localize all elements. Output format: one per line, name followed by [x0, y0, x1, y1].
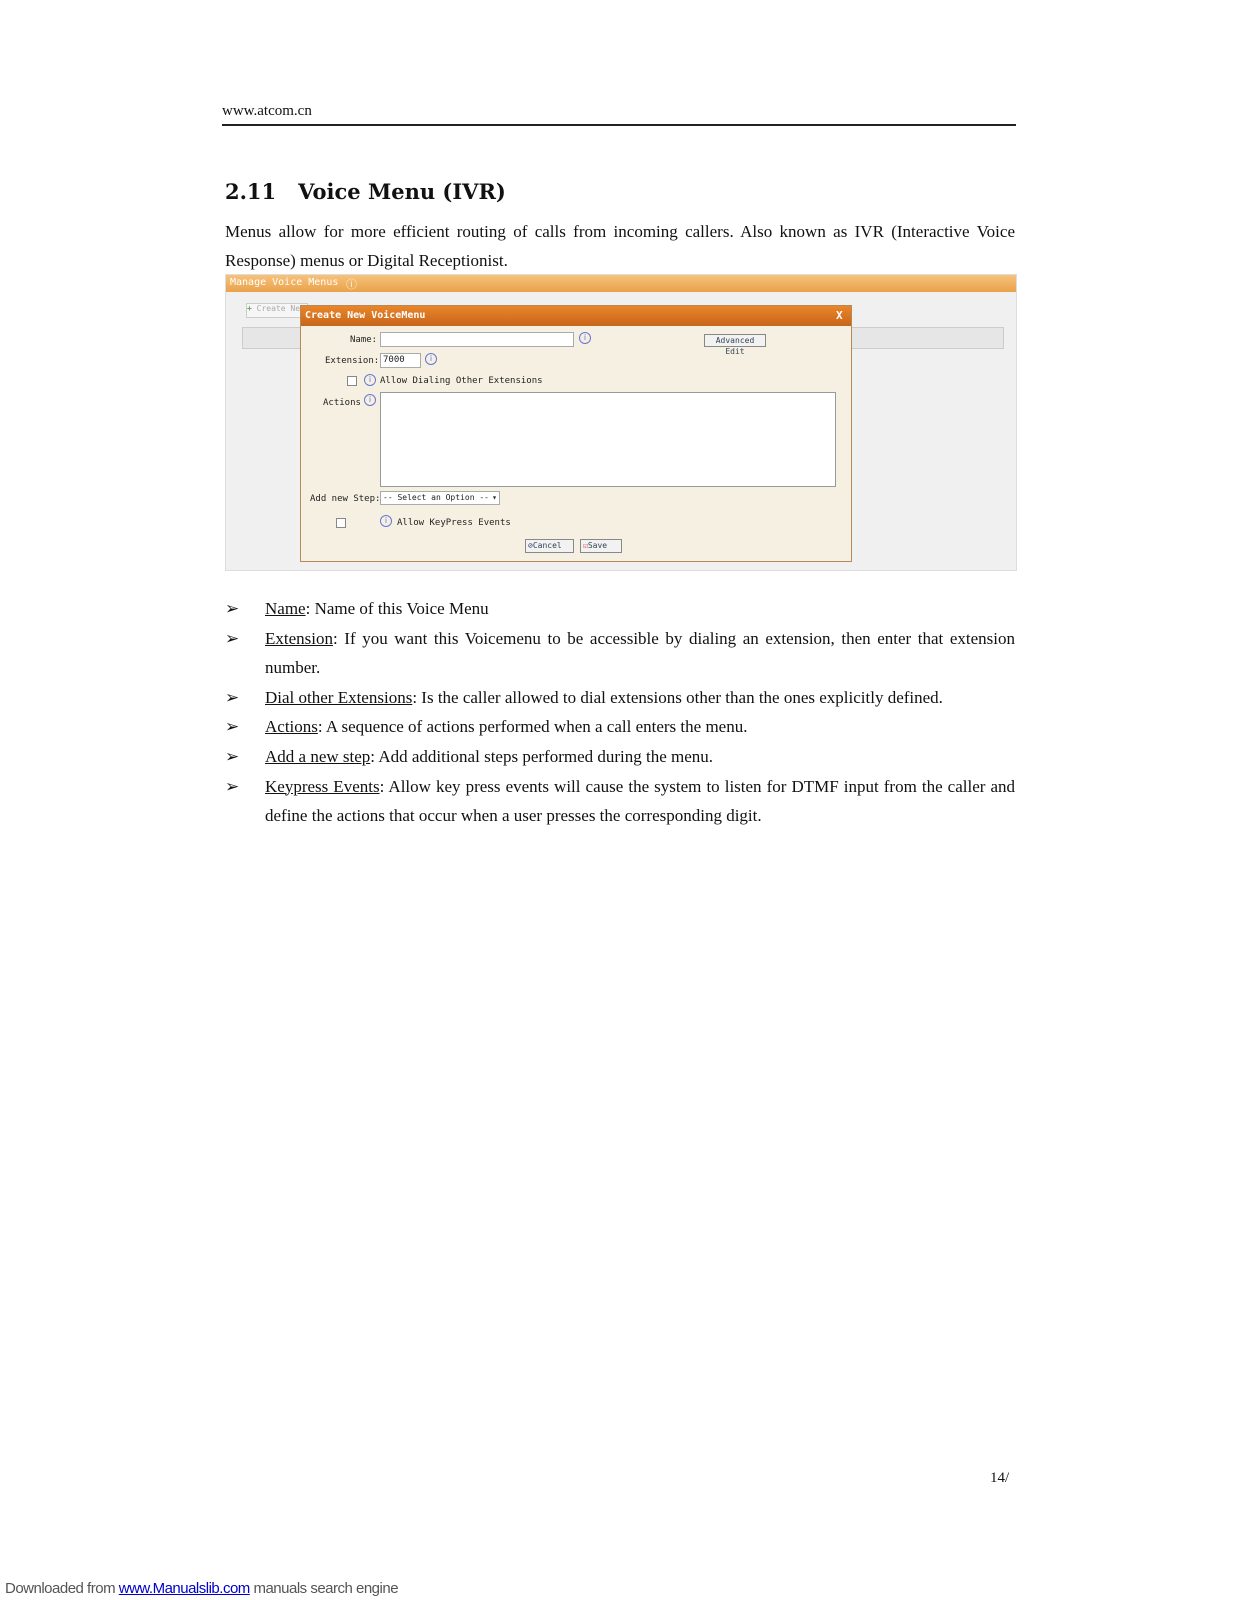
list-item [225, 712, 1015, 742]
extension-info-icon: i [425, 353, 437, 365]
advanced-edit-button[interactable]: Advanced Edit [704, 334, 766, 347]
footer-suffix: manuals search engine [249, 1580, 399, 1597]
bullet-term: Name [265, 599, 306, 618]
list-item [225, 772, 1015, 831]
bullet-term: Extension [265, 628, 333, 648]
bullet-arrow-icon: ➢ [225, 717, 240, 737]
list-item [225, 594, 1015, 624]
bullet-arrow-icon: ➢ [225, 776, 240, 796]
header-rule [222, 124, 1016, 126]
dialog-title-bar [301, 306, 851, 326]
section-title [225, 179, 506, 204]
actions-list[interactable] [380, 392, 836, 487]
bullet-text: : A sequence of actions performed when a call enters the menu. [317, 717, 748, 737]
download-footer [5, 1580, 398, 1597]
actions-label: Actions [323, 398, 361, 408]
bullet-term: Actions [265, 717, 318, 737]
extension-label: Extension: [325, 356, 380, 366]
header-site: www.atcom.cn [222, 103, 312, 119]
section-title-text: Voice Menu (IVR) [298, 179, 506, 204]
create-voicemenu-dialog [300, 305, 852, 562]
create-voicemenu-button[interactable] [246, 303, 308, 318]
bullet-arrow-icon: ➢ [225, 628, 240, 648]
bullet-term: Add a new step [265, 746, 371, 766]
plus-icon: + [247, 304, 252, 313]
list-item [225, 683, 1015, 713]
bullet-text: : Is the caller allowed to dial extensions other than the ones explicitly defined. [412, 687, 943, 707]
intro-paragraph: Menus allow for more efficient routing of calls from incoming callers. Also known as IVR (Interactive Voice Response) menus or Digital Receptionist. [225, 222, 1015, 270]
bullet-arrow-icon: ➢ [225, 599, 240, 618]
bullet-text: : Name of this Voice Menu [305, 599, 489, 618]
ivr-screenshot [225, 274, 1017, 571]
bullet-text: : If you want this Voicemenu to be accessible by dialing an extension, then enter that extension number. [265, 628, 1015, 678]
section-number: 2.11 [225, 179, 277, 204]
bullet-text: : Allow key press events will cause the system to listen for DTMF input from the caller and define the actions that occur when a user presses the corresponding digit. [265, 776, 1016, 826]
actions-info-icon: i [364, 394, 376, 406]
list-item [225, 742, 1015, 772]
bullet-arrow-icon: ➢ [225, 746, 240, 766]
allow-dialing-checkbox[interactable] [347, 376, 357, 386]
bullet-arrow-icon: ➢ [225, 687, 240, 707]
name-info-icon: i [579, 332, 591, 344]
bullet-text: : Add additional steps performed during the menu. [370, 746, 714, 766]
cancel-button[interactable] [525, 539, 574, 553]
cancel-icon: ⊘ [528, 541, 533, 550]
panel-title-bar [226, 275, 1016, 292]
check-icon: ☑ [583, 541, 588, 550]
footer-link[interactable]: www.Manualslib.com [118, 1580, 250, 1597]
name-input[interactable] [380, 332, 574, 347]
footer-prefix: Downloaded from [5, 1580, 119, 1597]
save-label: Save [587, 541, 608, 550]
list-item [225, 624, 1015, 683]
allow-keypress-checkbox[interactable] [336, 518, 346, 528]
add-step-label: Add new Step: [310, 494, 381, 504]
save-button[interactable] [580, 539, 622, 553]
allow-dialing-label: Allow Dialing Other Extensions [380, 376, 543, 386]
chevron-down-icon: ▾ [492, 493, 497, 502]
close-icon[interactable]: X [836, 309, 843, 322]
bullet-term: Keypress Events [265, 776, 380, 796]
allow-dialing-info-icon: i [364, 374, 376, 386]
allow-keypress-label: Allow KeyPress Events [397, 518, 511, 528]
allow-keypress-info-icon: i [380, 515, 392, 527]
panel-title: Manage Voice Menus [230, 277, 339, 288]
page-number: 14/ [990, 1470, 1010, 1486]
add-step-select[interactable] [380, 491, 500, 505]
extension-input[interactable]: 7000 [380, 353, 421, 368]
dialog-title: Create New VoiceMenu [305, 310, 426, 321]
field-description-list [225, 594, 1015, 831]
panel-help-icon: ⓘ [346, 278, 357, 291]
bullet-term: Dial other Extensions [265, 687, 413, 707]
create-button-label: Create Ne [256, 304, 301, 313]
cancel-label: Cancel [532, 541, 562, 550]
add-step-select-value: -- Select an Option -- [383, 493, 489, 502]
name-label: Name: [350, 335, 378, 345]
